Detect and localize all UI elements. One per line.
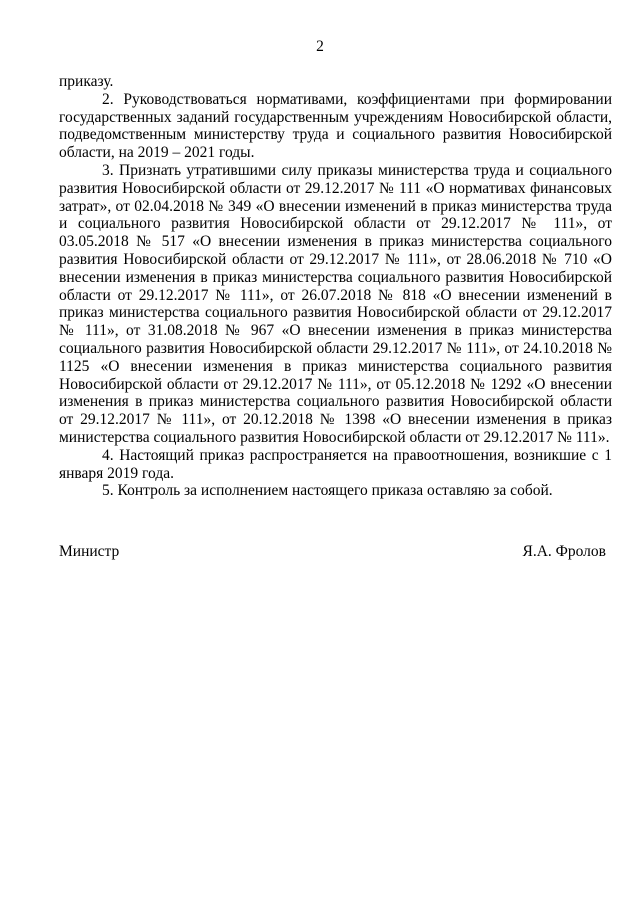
paragraph-item-4: 4. Настоящий приказ распространяется на правоотношения, возникшие с 1 января 2019 года.: [59, 446, 612, 482]
paragraph-item-2: 2. Руководствоваться нормативами, коэффициентами при формировании государственных заданий государственным учреждениям Новосибирской области, подведомственным министерству труда и социального развития Новосибирской области, на 2019 – 2021 годы.: [59, 90, 612, 162]
signatory-position: Министр: [59, 543, 120, 560]
paragraph-continuation: приказу.: [59, 73, 114, 90]
signature-block: [59, 543, 606, 561]
document-body: [59, 73, 612, 500]
paragraph-item-5: 5. Контроль за исполнением настоящего приказа оставляю за собой.: [102, 482, 553, 500]
page-number: 2: [316, 38, 324, 55]
signatory-name: Я.А. Фролов: [522, 543, 606, 560]
paragraph-item-3: 3. Признать утратившими силу приказы министерства труда и социального развития Новосибирской области от 29.12.2017 № 111 «О нормативах финансовых затрат», от 02.04.2018 № 349 «О внесении изменений в приказ министерства труда и социального развития Новосибирской области от 29.12.2017 № 111», от 03.05.2018 № 517 «О внесении изменения в приказ министерства социального развития Новосибирской области от 29.12.2017 № 111», от 28.06.2018 № 710 «О внесении изменения в приказ министерства социального развития Новосибирской области от 29.12.2017 № 111», от 26.07.2018 № 818 «О внесении изменений в приказ министерства социального развития Новосибирской области от 29.12.2017 № 111», от 31.08.2018 № 967 «О внесении изменения в приказ министерства социального развития Новосибирской области 29.12.2017 № 111», от 24.10.2018 № 1125 «О внесении изменения в приказ министерства социального развития Новосибирской области от 29.12.2017 № 111», от 05.12.2018 № 1292 «О внесении изменения в приказ министерства социального развития Новосибирской области от 29.12.2017 № 111», от 20.12.2018 № 1398 «О внесении изменения в приказ министерства социального развития Новосибирской области от 29.12.2017 № 111».: [59, 161, 612, 446]
